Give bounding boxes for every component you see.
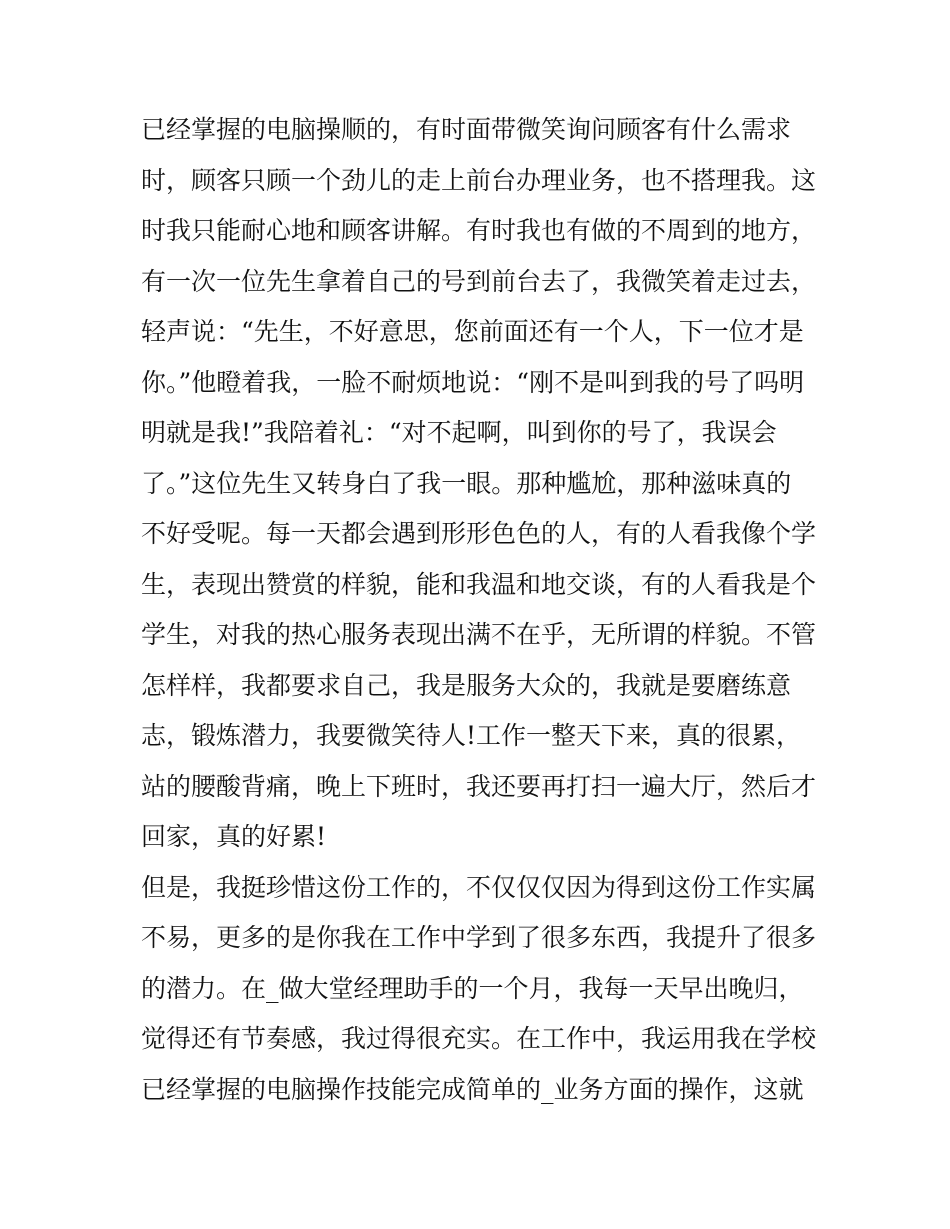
text-line: 回家，真的好累!: [141, 822, 327, 851]
text-line: 不好受呢。每一天都会遇到形形色色的人，有的人看我像个学: [141, 519, 817, 548]
body-text: [141, 105, 831, 1115]
text-line: 已经掌握的电脑操顺的，有时面带微笑询问顾客有什么需求: [141, 115, 792, 144]
text-line: 站的腰酸背痛，晚上下班时，我还要再打扫一遍大厅，然后才: [141, 771, 817, 801]
text-line: 但是，我挺珍惜这份工作的，不仅仅仅因为得到这份工作实属: [141, 872, 817, 902]
text-line: 明就是我!”我陪着礼：“对不起啊，叫到你的号了，我误会: [141, 418, 777, 447]
text-line: 轻声说：“先生，不好意思，您前面还有一个人，下一位才是: [141, 317, 804, 346]
text-line: 有一次一位先生拿着自己的号到前台去了，我微笑着走过去，: [141, 266, 817, 296]
text-line: 已经掌握的电脑操作技能完成简单的_业务方面的操作，这就: [141, 1074, 804, 1104]
text-line: 怎样样，我都要求自己，我是服务大众的，我就是要磨练意: [141, 670, 792, 700]
text-line: 时我只能耐心地和顾客讲解。有时我也有做的不周到的地方，: [141, 216, 817, 245]
text-line: 了。”这位先生又转身白了我一眼。那种尴尬，那种滋味真的: [141, 468, 792, 498]
text-line: 不易，更多的是你我在工作中学到了很多东西，我提升了很多: [141, 923, 817, 952]
text-line: 志，锻炼潜力，我要微笑待人!工作一整天下来，真的很累，: [141, 721, 802, 750]
text-line: 觉得还有节奏感，我过得很充实。在工作中，我运用我在学校: [141, 1024, 817, 1053]
text-line: 时，顾客只顾一个劲儿的走上前台办理业务，也不搭理我。这: [141, 165, 817, 195]
text-line: 学生，对我的热心服务表现出满不在乎，无所谓的样貌。不管: [141, 620, 817, 649]
text-line: 你。”他瞪着我，一脸不耐烦地说：“刚不是叫到我的号了吗明: [141, 367, 805, 397]
text-line: 生，表现出赞赏的样貌，能和我温和地交谈，有的人看我是个: [141, 569, 817, 599]
text-line: 的潜力。在_做大堂经理助手的一个月，我每一天早出晚归，: [141, 973, 804, 1003]
